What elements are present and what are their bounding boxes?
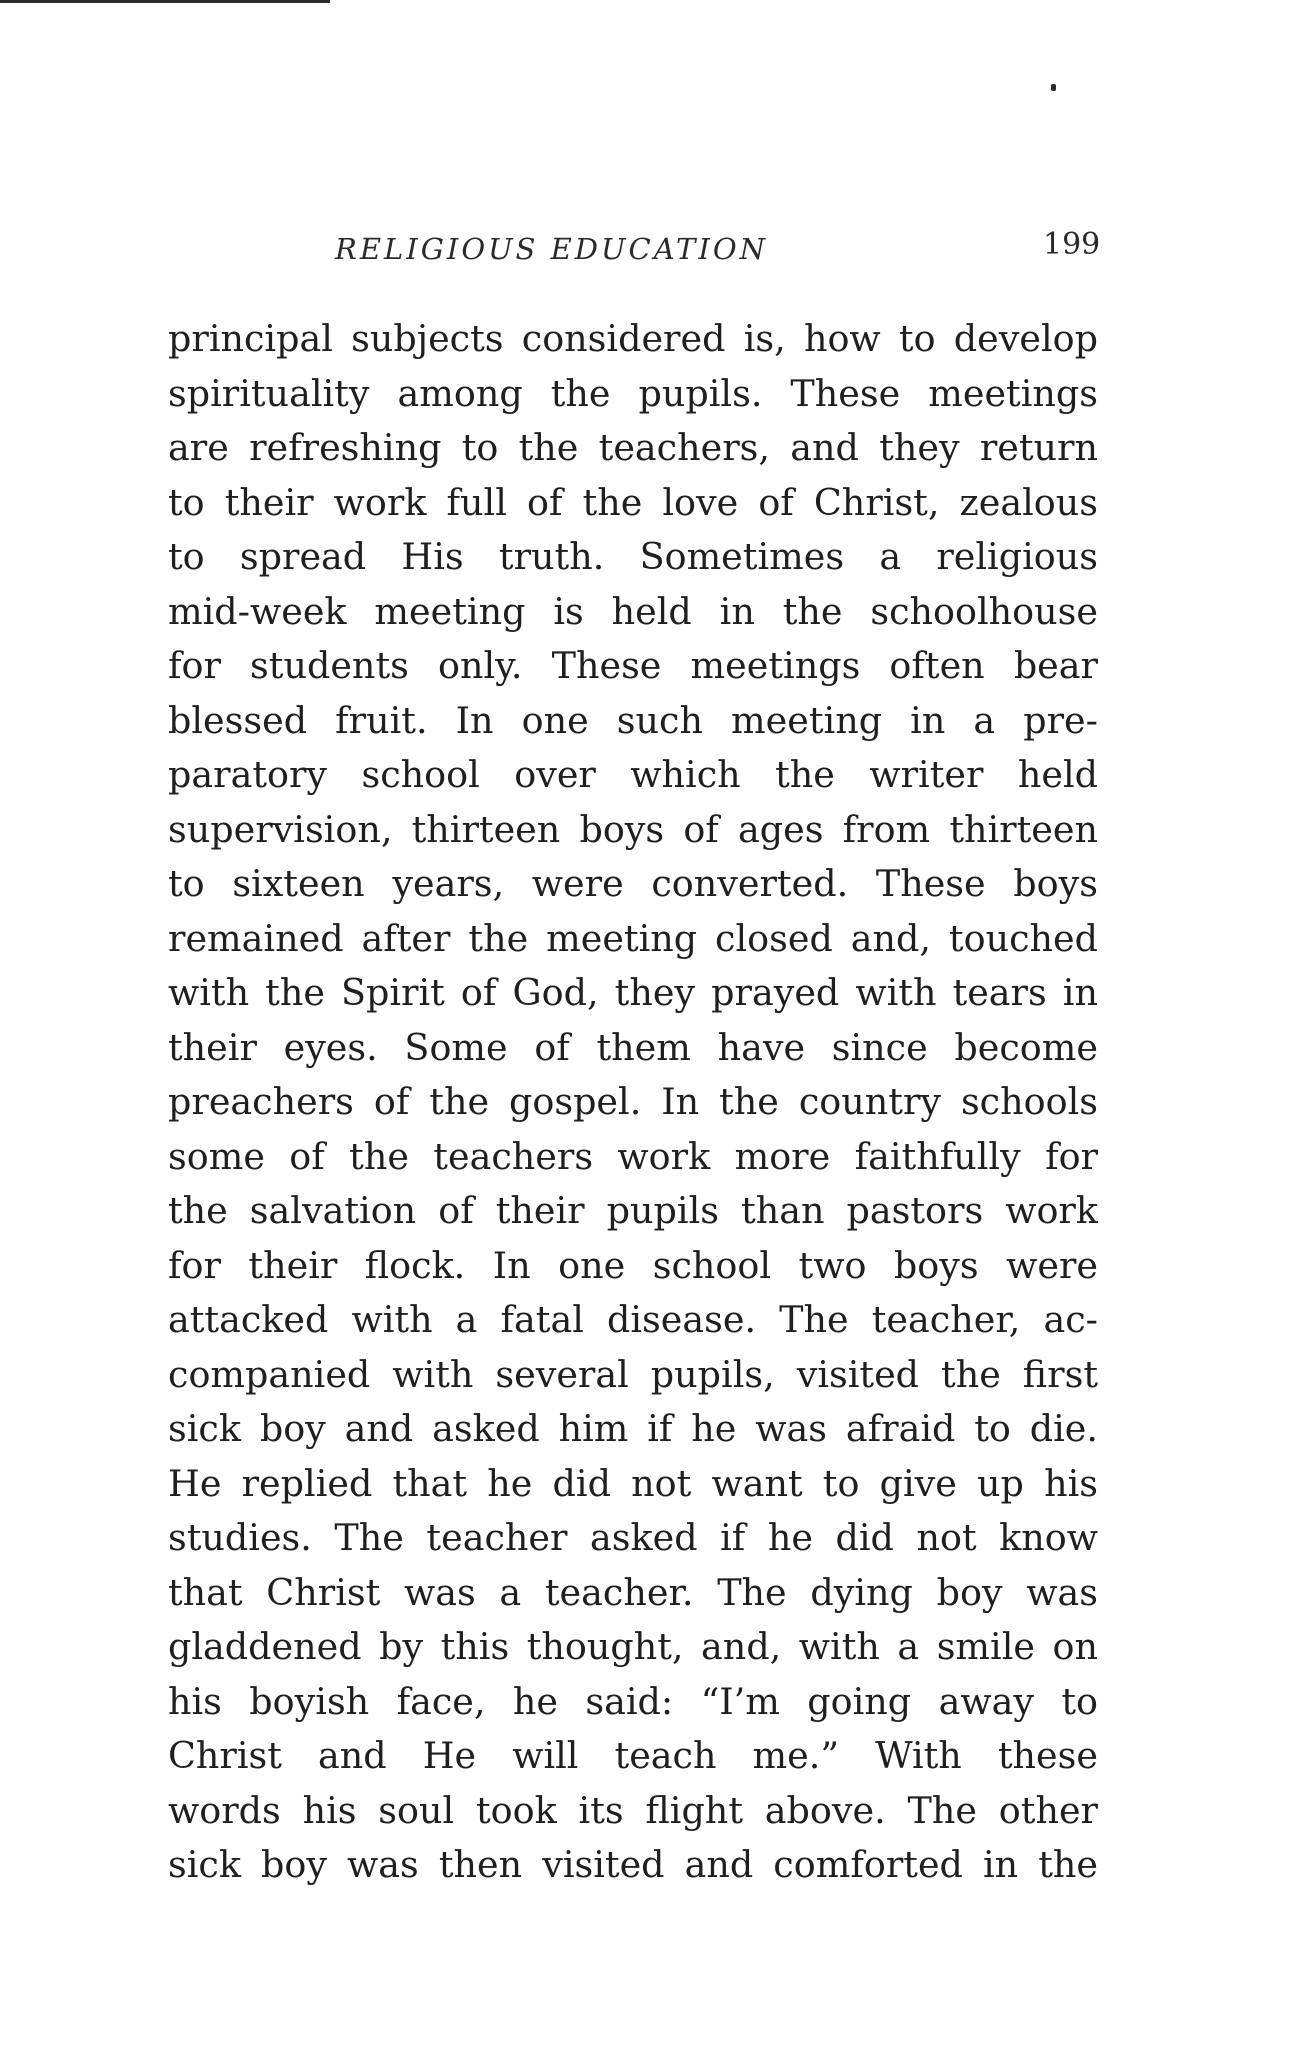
body-text <box>168 312 1098 1893</box>
text-line: to their work full of the love of Christ, zealous <box>168 480 1098 524</box>
text-line: some of the teachers work more faithfully for <box>168 1134 1098 1178</box>
text-line: paratory school over which the writer held <box>168 753 1098 796</box>
page-number: 199 <box>1043 227 1101 262</box>
text-line: sick boy and asked him if he was afraid to die. <box>168 1407 1098 1450</box>
text-line: preachers of the gospel. In the country schools <box>168 1080 1098 1123</box>
text-line: principal subjects considered is, how to develop <box>168 317 1098 360</box>
text-line: to spread His truth. Sometimes a religious <box>168 535 1098 578</box>
text-line: sick boy was then visited and comforted in the <box>168 1843 1098 1886</box>
text-line: for students only. These meetings often bear <box>168 644 1098 687</box>
scan-edge-mark <box>0 0 330 3</box>
text-line: Christ and He will teach me.” With these <box>168 1734 1098 1777</box>
text-line: spirituality among the pupils. These meetings <box>168 371 1098 415</box>
text-line: mid-week meeting is held in the schoolhouse <box>168 589 1098 633</box>
running-head: RELIGIOUS EDUCATION <box>335 232 768 266</box>
text-line: their eyes. Some of them have since become <box>168 1025 1098 1069</box>
text-line: remained after the meeting closed and, touched <box>168 916 1098 960</box>
text-line: to sixteen years, were converted. These boys <box>168 862 1098 905</box>
text-line: are refreshing to the teachers, and they return <box>168 426 1098 469</box>
text-line: words his soul took its flight above. The other <box>168 1788 1098 1832</box>
text-line: gladdened by this thought, and, with a smile on <box>168 1625 1098 1668</box>
text-line: studies. The teacher asked if he did not know <box>168 1516 1098 1559</box>
text-line: companied with several pupils, visited the first <box>168 1352 1098 1396</box>
text-line: the salvation of their pupils than pastors work <box>168 1189 1098 1232</box>
text-line: supervision, thirteen boys of ages from thirteen <box>168 807 1098 851</box>
text-line: attacked with a fatal disease. The teacher, ac- <box>168 1298 1098 1341</box>
text-line: blessed fruit. In one such meeting in a pre- <box>168 698 1098 742</box>
text-line: with the Spirit of God, they prayed with tears in <box>168 971 1098 1014</box>
text-line: for their flock. In one school two boys were <box>168 1243 1098 1287</box>
text-line: He replied that he did not want to give up his <box>168 1461 1098 1505</box>
text-line: that Christ was a teacher. The dying boy was <box>168 1570 1098 1614</box>
scan-speck <box>1051 84 1056 91</box>
text-line: his boyish face, he said: “I’m going away to <box>168 1679 1098 1723</box>
